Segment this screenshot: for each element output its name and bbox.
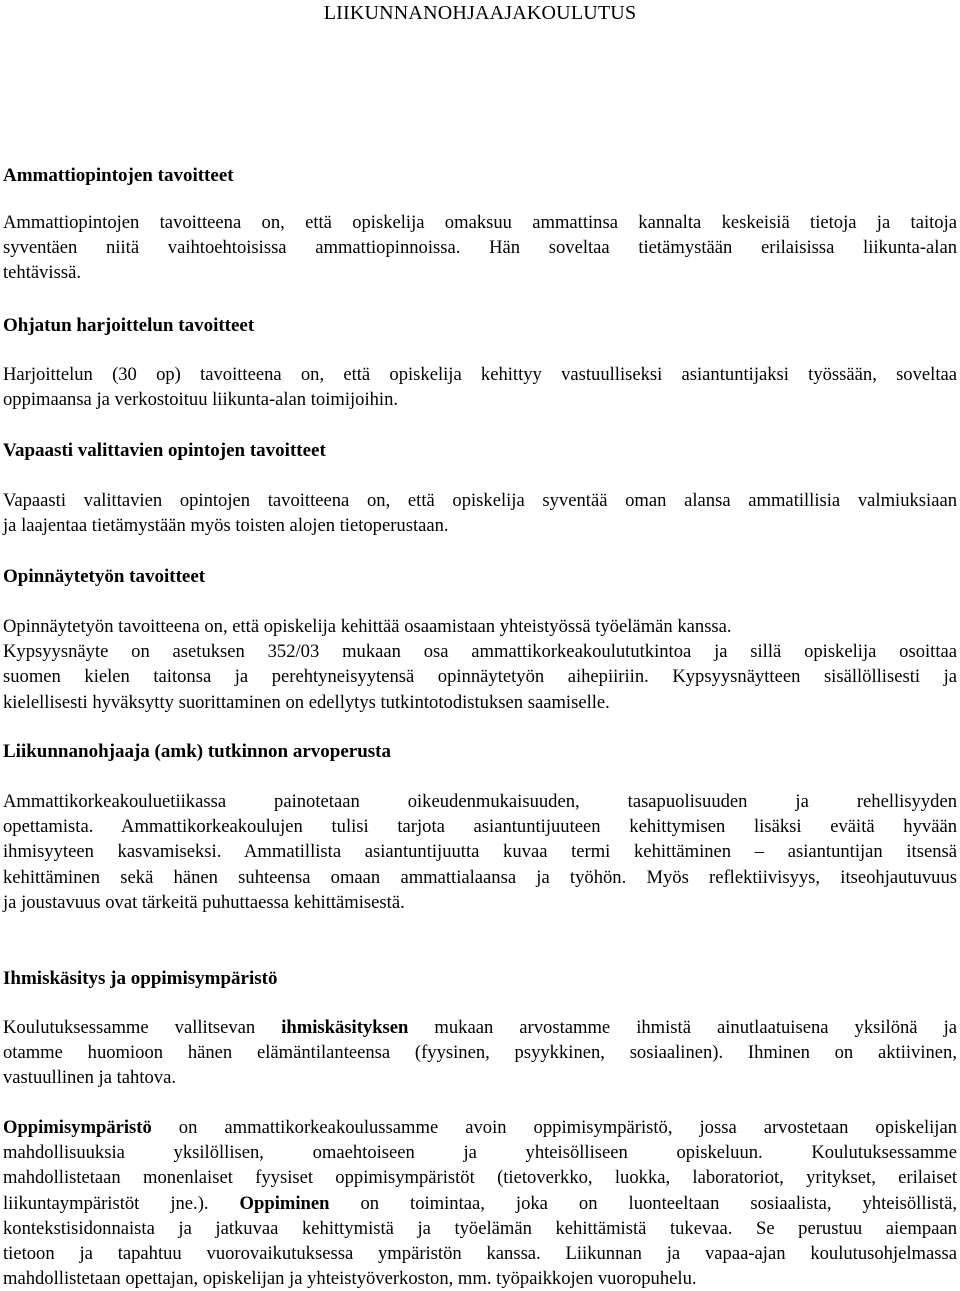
text-run: liikuntaympäristöt jne.). bbox=[3, 1192, 240, 1214]
bold-term-oppiminen: Oppiminen bbox=[239, 1192, 330, 1214]
text-line: ja laajentaa tietämystään myös toisten alojen tietoperustaan. bbox=[3, 515, 449, 537]
text-line: Vapaasti valittavien opintojen tavoitteena on, että opiskelija syventää oman alansa ammatillisia valmiuksiaan bbox=[3, 490, 957, 511]
text-line: ihmisyyteen kasvamiseksi. Ammatillista asiantuntijuutta kuvaa termi kehittäminen – asiantuntijan itsensä bbox=[3, 841, 957, 863]
heading-vapaasti-valittavien-opintojen-tavoitteet: Vapaasti valittavien opintojen tavoitteet bbox=[3, 440, 326, 461]
text-line: Kypsyysnäyte on asetuksen 352/03 mukaan osa ammattikorkeakoulututkintoa ja sillä opiskelija osoittaa bbox=[3, 641, 957, 663]
text-line: mahdollistetaan monenlaiset fyysiset oppimisympäristöt (tietoverkko, luokka, laboratoriot, yritykset, erilaiset bbox=[3, 1167, 957, 1189]
text-line: tehtävissä. bbox=[3, 262, 81, 284]
text-line: kielellisesti hyväksytty suorittaminen on edellytys tutkintotodistuksen saamiselle. bbox=[3, 691, 610, 713]
text-line: vastuullinen ja tahtova. bbox=[3, 1067, 176, 1089]
heading-ihmiskasitys-ja-oppimisymparisto: Ihmiskäsitys ja oppimisympäristö bbox=[3, 968, 278, 989]
paragraph-tutkinnon-arvoperusta bbox=[3, 789, 957, 915]
paragraph-ammattiopintojen-tavoitteet bbox=[3, 210, 957, 286]
text-line: tietoon ja tapahtuu vuorovaikutuksessa ympäristön kanssa. Liikunnan ja vapaa-ajan koulutusohjelmassa bbox=[3, 1243, 957, 1265]
text-line: Ammattiopintojen tavoitteena on, että opiskelija omaksuu ammattinsa kannalta keskeisiä tietoja ja taitoja bbox=[3, 212, 957, 233]
page-header-title: LIIKUNNANOHJAAJAKOULUTUS bbox=[323, 2, 637, 24]
text-line: suomen kielen taitonsa ja perehtyneisyytensä opinnäytetyön aihepiiriin. Kypsyysnäytteen sisällöllisesti ja bbox=[3, 666, 957, 688]
text-run: mukaan arvostamme ihmistä ainutlaatuisena yksilönä ja bbox=[408, 1017, 958, 1038]
paragraph-oppimisymparisto bbox=[3, 1115, 957, 1291]
bold-term-oppimisymparisto: Oppimisympäristö bbox=[3, 1117, 152, 1138]
text-run: Koulutuksessamme vallitsevan bbox=[3, 1017, 282, 1038]
text-line: Opinnäytetyön tavoitteena on, että opiskelija kehittää osaamistaan yhteistyössä työelämän kanssa. bbox=[3, 616, 732, 637]
text-run: on toimintaa, joka on luonteeltaan sosiaalista, yhteisöllistä, bbox=[329, 1192, 957, 1214]
text-line bbox=[3, 1115, 957, 1140]
text-run: on ammattikorkeakoulussamme avoin oppimisympäristö, jossa arvostetaan opiskelijan bbox=[151, 1117, 957, 1138]
heading-ohjatun-harjoittelun-tavoitteet: Ohjatun harjoittelun tavoitteet bbox=[3, 315, 255, 336]
text-line: otamme huomioon hänen elämäntilanteensa (fyysinen, psyykkinen, sosiaalinen). Ihminen on aktiivinen, bbox=[3, 1042, 957, 1064]
heading-ammattiopintojen-tavoitteet: Ammattiopintojen tavoitteet bbox=[3, 165, 234, 186]
text-line bbox=[3, 1191, 957, 1216]
paragraph-ohjatun-harjoittelun-tavoitteet bbox=[3, 362, 957, 412]
text-line bbox=[3, 1015, 957, 1040]
text-line: Harjoittelun (30 op) tavoitteena on, että opiskelija kehittyy vastuulliseksi asiantuntijaksi työssään, soveltaa bbox=[3, 364, 957, 385]
text-line: opettamista. Ammattikorkeakoulujen tulisi tarjota asiantuntijuuteen kehittymisen lisäksi eväitä hyvään bbox=[3, 816, 957, 838]
text-line: Ammattikorkeakouluetiikassa painotetaan oikeudenmukaisuuden, tasapuolisuuden ja rehellisyyden bbox=[3, 791, 957, 812]
paragraph-opinnaytetyon-tavoitteet bbox=[3, 614, 957, 715]
bold-term-ihmiskasityksen: ihmiskäsityksen bbox=[281, 1017, 409, 1038]
text-line: ja joustavuus ovat tärkeitä puhuttaessa kehittämisestä. bbox=[3, 891, 405, 913]
paragraph-vapaasti-valittavien-opintojen-tavoitteet bbox=[3, 488, 957, 538]
text-line: oppimaansa ja verkostoituu liikunta-alan toimijoihin. bbox=[3, 389, 399, 411]
text-line: mahdollistetaan opettajan, opiskelijan ja yhteistyöverkoston, mm. työpaikkojen vuoropuhelu. bbox=[3, 1268, 697, 1290]
text-line: syventäen niitä vaihtoehtoisissa ammattiopinnoissa. Hän soveltaa tietämystään erilaisissa liikunta-alan bbox=[3, 237, 957, 259]
heading-tutkinnon-arvoperusta: Liikunnanohjaaja (amk) tutkinnon arvoperusta bbox=[3, 741, 392, 762]
text-line: mahdollisuuksia yksilöllisen, omaehtoiseen ja yhteisölliseen opiskeluun. Koulutuksessamme bbox=[3, 1142, 957, 1164]
paragraph-ihmiskasitys bbox=[3, 1015, 957, 1091]
text-line: kehittäminen sekä hänen suhteensa omaan ammattialaansa ja työhön. Myös reflektiivisyys, itseohjautuvuus bbox=[3, 866, 957, 888]
heading-opinnaytetyon-tavoitteet: Opinnäytetyön tavoitteet bbox=[3, 566, 206, 587]
text-line: kontekstisidonnaista ja jatkuvaa kehittymistä ja työelämän kehittämistä tukevaa. Se perustuu aiempaan bbox=[3, 1217, 957, 1239]
